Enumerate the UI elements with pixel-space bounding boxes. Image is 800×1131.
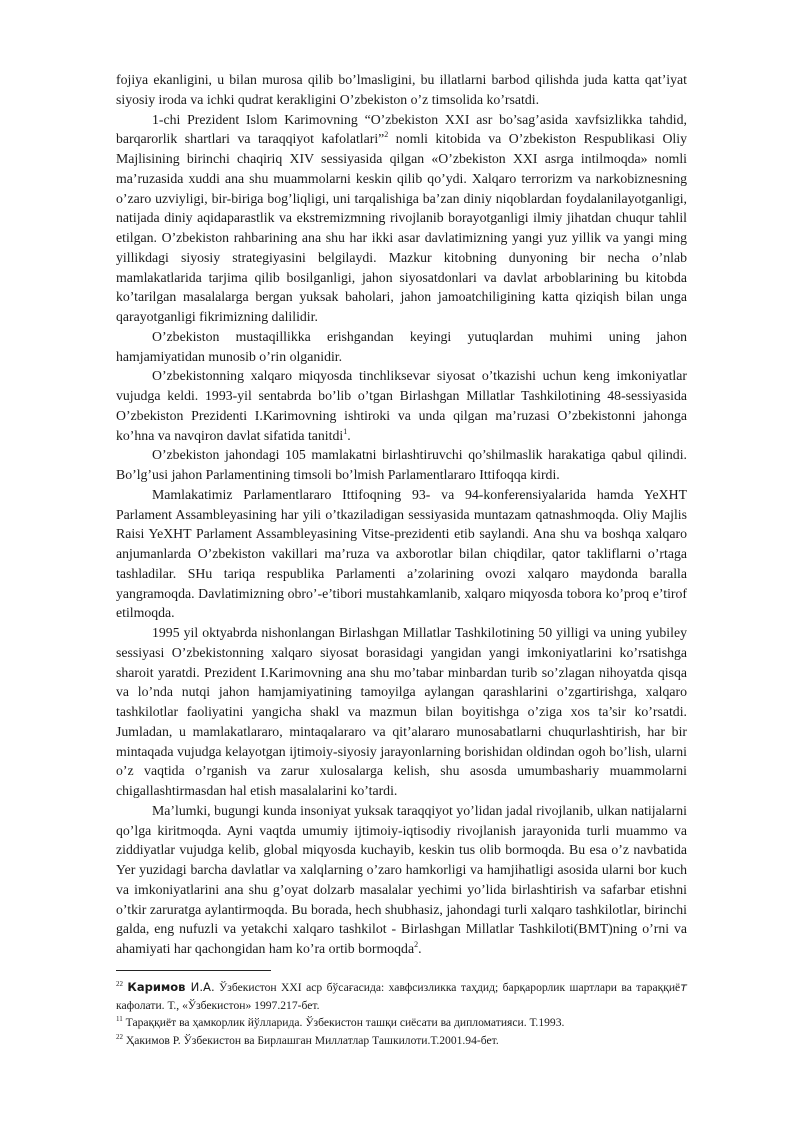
paragraph-text: .	[347, 427, 351, 443]
footnote-ref[interactable]: 1	[343, 426, 348, 436]
paragraph-text: O’zbekiston jahondagi 105 mamlakatni birlashtiruvchi qo’shilmaslik harakatiga qabul qilindi. Bo’lg’usi jahon Parlamentining timsoli bo’lmish Parlamentlararo Ittifoqqa kirdi.	[116, 447, 687, 482]
footnote-author: Каримов	[127, 980, 186, 994]
footnote-3	[116, 1032, 687, 1050]
footnote-initials: И.А.	[185, 980, 215, 994]
footnote-ref[interactable]: 2	[414, 940, 419, 949]
footnote-italic-letter: т	[680, 980, 687, 994]
footnote-number: 22	[116, 980, 123, 988]
paragraph-text: fojiya ekanligini, u bilan murosa qilib bo’lmasligini, bu illatlarni barbod qilishda juda katta qat’iyat siyosiy iroda va ichki qudrat kerakligini O’zbekiston o’z timsolida ko’rsatdi.	[116, 72, 687, 107]
footnote-1	[116, 979, 687, 1014]
paragraph-2	[116, 110, 687, 327]
footnote-ref[interactable]: 2	[384, 130, 389, 140]
paragraph-text: 1995 yil oktyabrda nishonlangan Birlashgan Millatlar Tashkilotining 50 yilligi va uning yubiley sessiyasi O’zbekistonning xalqaro siyosat borasidagi yangidan yangi imkoniyatlarini ko’rsatishga sharoit yaratdi. Prezident I.Karimovning ana shu mo’tabar minbardan turib so’zlagan nihoyatda qisqa va lo’nda nutqi jahon hamjamiyatining tamoyilga aylangan qarashlarini o’zgartirishga, xalqaro tashkilotlar faoliyatini yangicha shakl va mazmun bilan boyitishga o’ziga xos ta’sir ko’rsatdi. Jumladan, u mamlakatlararo, mintaqalararo va qit’alararo munosabatlarni chuqurlashtirish, har bir mintaqada vujudga kelayotgan ijtimoiy-siyosiy jarayonlarning borishidan oldindan ogoh bo’lish, ularni o’z vaqtida o’rganish va zarur xulosalarga kelish, shu asosda umumbashariy muammolarni chigallashtirmasdan hal etish masalalarini ko’tardi.	[116, 625, 687, 798]
paragraph-6	[116, 485, 687, 623]
paragraph-text: O’zbekiston mustaqillikka erishgandan keyingi yutuqlardan muhimi uning jahon hamjamiyatidan munosib o’rin olganidir.	[116, 328, 687, 364]
footnote-2	[116, 1014, 687, 1032]
paragraph-text: Mamlakatimiz Parlamentlararo Ittifoqning 93- va 94-konferensiyalarida hamda YeXHT Parlament Assambleyasining har yili o’tkaziladigan sessiyasida muntazam qatnashmoqda. Oliy Majlis Raisi YeXHT Parlament Assambleyasining Vitse-prezidenti etib saylandi. Ana shu va boshqa xalqaro anjumanlarda O’zbekiston vakillari ma’ruza va axborotlar bilan chiqdilar, qator takliflarni o’rtaga tashladilar. SHu tariqa respublika Parlamenti a’zolarining ovozi xalqaro maydonda baralla yangramoqda. Davlatimizning obro’-e’tibori mustahkamlanib, xalqaro miqyosda tobora ko’proq e’tirof etilmoqda.	[116, 486, 687, 621]
footnote-separator	[116, 970, 271, 971]
paragraph-5	[116, 445, 687, 485]
paragraph-7	[116, 623, 687, 801]
footnote-number: 11	[116, 1015, 123, 1023]
paragraph-text: .	[418, 941, 422, 956]
footnote-text: кафолати. Т., «Ўзбекистон» 1997.217-бет.	[116, 998, 320, 1012]
paragraph-3	[116, 327, 687, 367]
paragraph-text: nomli kitobida va O’zbekiston Respublikasi Oliy Majlisining birinchi chaqiriq XIV sessiyasida qilgan «O’zbekiston XXI asrga intilmoqda» nomli ma’ruzasida xuddi ana shu muammolarni keskin qilib qo’ydi. Xalqaro terrorizm va narkobiznesning o’zaro uzviyligi, bir-biriga bog’liqligi, uni tarqalishiga ba’zan diniy niqoblardan foydalanilayotganligi, natijada diniy aqidaparastlik va ekstremizmning rivojlanib borayotganligi ilmiy jihatdan chuqur tahlil etilgan. O’zbekiston rahbarining ana shu har ikki asar davlatimizning yangi yuz yillik va yangi ming yillikdagi siyosiy strategiyasini belgilaydi. Mazkur kitobning dunyoning bir necha o’nlab mamlakatlarida tarjima qilib bosilganligi, jahon siyosatdonlari va davlat arboblarining bu kitobda ko’tarilgan masalalarga bergan yuksak baholari, jahon jamoatchiligining katta qiziqish bilan unga qarayotganligi fikrimizning dalilidir.	[116, 131, 687, 324]
footnote-text: Тараққиёт ва ҳамкорлик йўлларида. Ўзбекистон ташқи сиёсати ва дипломатияси. Т.1993.	[122, 1016, 565, 1029]
footnote-text: Ҳакимов Р. Ўзбекистон ва Бирлашган Миллатлар Ташкилоти.Т.2001.94-бет.	[123, 1033, 499, 1047]
paragraph-1	[116, 70, 687, 110]
document-body	[116, 70, 687, 959]
footnote-number: 22	[116, 1032, 123, 1041]
paragraph-8	[116, 801, 687, 959]
paragraph-text: 1-chi Prezident Islom Karimovning “O’zbekiston XXI asr bo’sag’asida xavfsizlikka tahdid, barqarorlik shartlari va taraqqiyot kafolatlari”	[116, 111, 687, 147]
paragraph-text: O’zbekistonning xalqaro miqyosda tinchliksevar siyosat o’tkazishi uchun keng imkoniyatlar vujudga keldi. 1993-yil sentabrda bo’lib o’tgan Birlashgan Millatlar Tashkilotining 48-sessiyasida O’zbekiston Prezidenti I.Karimovning ishtiroki va unda qilgan ma’ruzasi O’zbekistonni jahonga ko’hna va navqiron davlat sifatida tanitdi	[116, 368, 687, 443]
paragraph-text: Ma’lumki, bugungi kunda insoniyat yuksak taraqqiyot yo’lidan jadal rivojlanib, ulkan natijalarni qo’lga kiritmoqda. Ayni vaqtda umumiy ijtimoiy-iqtisodiy rivojlanish jarayonida turli muammo va ziddiyatlar vujudga kelib, global miqyosda kuchayib, keskin tus olib bormoqda. Bu esa o’z navbatida Yer yuzidagi barcha davlatlar va xalqlarning o’zaro hamkorligi va hamjihatligi asosida ularni bor kuch va imkoniyatlarini ana shu g’oyat dolzarb masalalar yechimi yo’lida birlashtirish va safarbar etishni o’tkir zaruratga aylantirmoqda. Bu borada, hech shubhasiz, jahondagi turli xalqaro tashkilotlar, birinchi galda, eng nufuzli va yetakchi xalqaro tashkilot - Birlashgan Millatlar Tashkiloti(BMT)ning o’rni va ahamiyati har qachongidan ham ko’ra ortib bormoqda	[116, 802, 687, 956]
footnote-text: Ўзбекистон XXI аср бўсағасида: хавфсизликка таҳдид; барқарорлик шартлари ва тараққиё	[214, 981, 681, 994]
footnotes	[116, 979, 687, 1049]
paragraph-4	[116, 366, 687, 445]
